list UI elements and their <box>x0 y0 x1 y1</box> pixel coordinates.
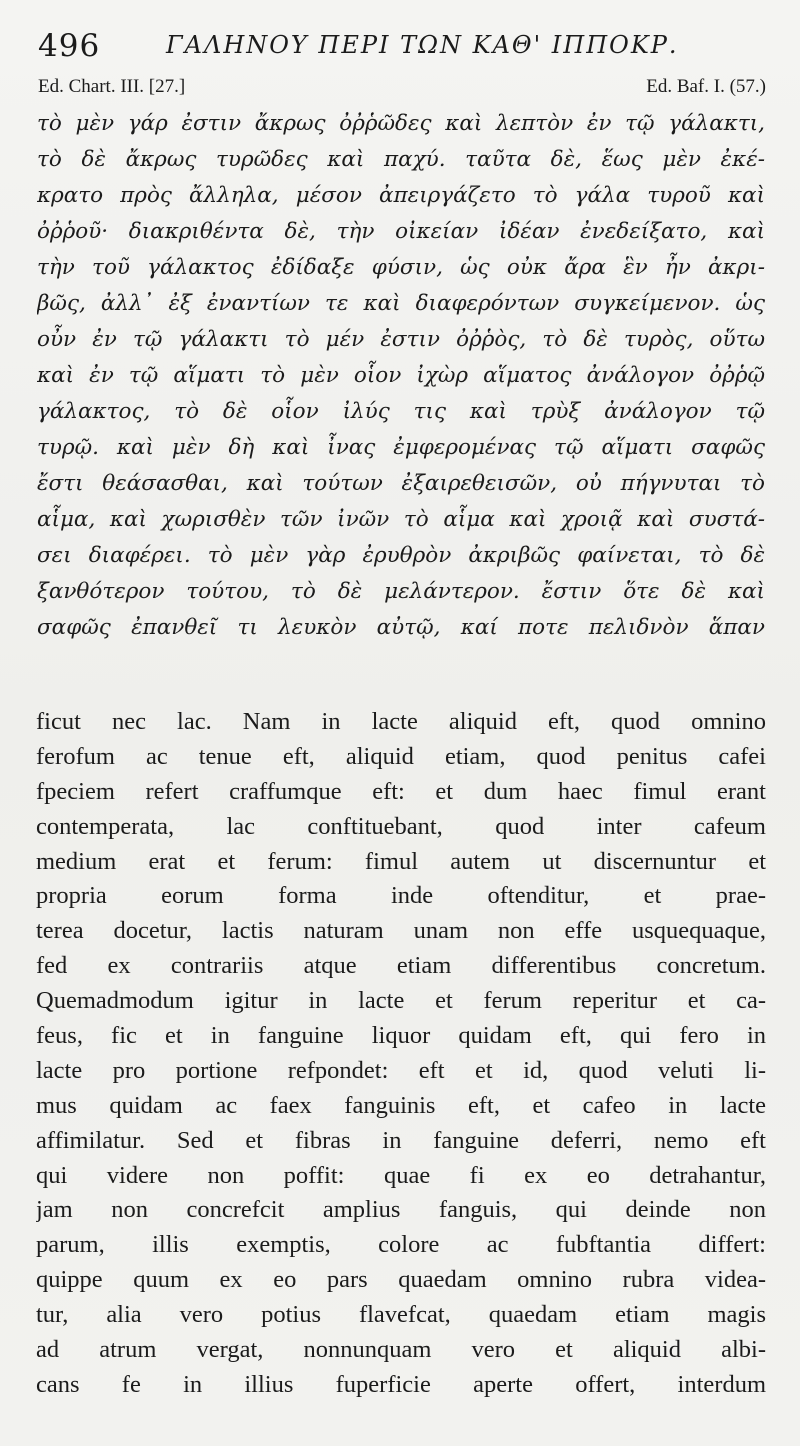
greek-line: οὖν ἐν τῷ γάλακτι τὸ μέν ἐστιν ὀῤῥὸς, τὸ δὲ τυρὸς, οὕτω <box>37 327 765 352</box>
greek-line: καὶ ἐν τῷ αἵματι τὸ μὲν οἷον ἰχὼρ αἵματος ἀνάλογον ὀῤῥῷ <box>37 363 765 388</box>
edition-chartier-ref: Ed. Chart. III. [27.] <box>38 76 186 97</box>
latin-line: ad atrum vergat, nonnunquam vero et aliquid albi- <box>36 1336 766 1364</box>
latin-line: fpeciem refert craffumque eft: et dum haec fimul erant <box>36 777 766 805</box>
greek-line: ἔστι θεάσασθαι, καὶ τούτων ἐξαιρεθεισῶν, οὐ πήγνυται τὸ <box>37 471 765 496</box>
greek-line: ξανθότερον τούτου, τὸ δὲ μελάντερον. ἔστιν ὅτε δὲ καὶ <box>37 579 765 604</box>
latin-line: affimilatur. Sed et fibras in fanguine deferri, nemo eft <box>36 1126 766 1154</box>
greek-line: τὴν τοῦ γάλακτος ἐδίδαξε φύσιν, ὡς οὐκ ἄρα ἓν ἦν ἀκρι- <box>37 255 765 280</box>
latin-line: ficut nec lac. Nam in lacte aliquid eft, quod omnino <box>36 708 766 735</box>
latin-line: medium erat et ferum: fimul autem ut discernuntur et <box>36 847 766 875</box>
running-title: ΓΑΛΗΝΟΥ ΠΕΡΙ ΤΩΝ ΚΑΘ' ΙΠΠΟΚΡ. <box>166 31 679 59</box>
latin-line: ferofum ac tenue eft, aliquid etiam, quod penitus cafei <box>36 742 766 770</box>
greek-line: σαφῶς ἐπανθεῖ τι λευκὸν αὐτῷ, καί ποτε πελιδνὸν ἅπαν <box>37 615 765 640</box>
edition-basel-ref: Ed. Baf. I. (57.) <box>646 76 766 97</box>
latin-line: terea docetur, lactis naturam unam non effe usquequaque, <box>36 917 766 945</box>
latin-line: fed ex contrariis atque etiam differentibus concretum. <box>36 952 766 980</box>
greek-line: κρατο πρὸς ἄλληλα, μέσον ἀπειργάζετο τὸ γάλα τυροῦ καὶ <box>37 183 765 208</box>
greek-line: γάλακτος, τὸ δὲ οἷον ἰλύς τις καὶ τρὺξ ἀνάλογον τῷ <box>37 399 765 424</box>
latin-line: tur, alia vero potius flavefcat, quaedam etiam magis <box>36 1301 766 1329</box>
latin-line: lacte pro portione refpondet: eft et id, quod veluti li- <box>36 1056 766 1084</box>
greek-text-block <box>37 106 765 646</box>
latin-text-block <box>36 705 766 1403</box>
greek-line: βῶς, ἀλλ᾽ ἐξ ἐναντίων τε καὶ διαφερόντων συγκείμενον. ὡς <box>37 291 765 316</box>
greek-line: αἷμα, καὶ χωρισθὲν τῶν ἰνῶν τὸ αἷμα καὶ χροιᾷ καὶ συστά- <box>37 507 765 532</box>
page-number: 496 <box>38 28 101 64</box>
latin-line: jam non concrefcit amplius fanguis, qui deinde non <box>36 1196 766 1224</box>
greek-line: τὸ μὲν γάρ ἐστιν ἄκρως ὀῤῥῶδες καὶ λεπτὸν ἐν τῷ γάλακτι, <box>37 111 765 136</box>
latin-line: qui videre non poffit: quae fi ex eo detrahantur, <box>36 1161 766 1189</box>
latin-line: cans fe in illius fuperficie aperte offert, interdum <box>36 1370 766 1398</box>
greek-line: ὀῤῥοῦ· διακριθέντα δὲ, τὴν οἰκείαν ἰδέαν ἐνεδείξατο, καὶ <box>37 219 765 244</box>
greek-line: τυρῷ. καὶ μὲν δὴ καὶ ἶνας ἐμφερομένας τῷ αἵματι σαφῶς <box>37 435 765 460</box>
latin-line: propria eorum forma inde oftenditur, et prae- <box>36 882 766 910</box>
greek-line: τὸ δὲ ἄκρως τυρῶδες καὶ παχύ. ταῦτα δὲ, ἕως μὲν ἐκέ- <box>37 147 765 172</box>
latin-line: parum, illis exemptis, colore ac fubftantia differt: <box>36 1231 766 1259</box>
edition-references <box>38 76 766 104</box>
latin-line: Quemadmodum igitur in lacte et ferum reperitur et ca- <box>36 987 766 1015</box>
latin-line: contemperata, lac conftituebant, quod inter cafeum <box>36 812 766 840</box>
latin-line: mus quidam ac faex fanguinis eft, et cafeo in lacte <box>36 1091 766 1119</box>
latin-line: feus, fic et in fanguine liquor quidam eft, qui fero in <box>36 1022 766 1050</box>
running-head <box>38 28 764 64</box>
latin-line: quippe quum ex eo pars quaedam omnino rubra videa- <box>36 1266 766 1294</box>
greek-line: σει διαφέρει. τὸ μὲν γὰρ ἐρυθρὸν ἀκριβῶς φαίνεται, τὸ δὲ <box>37 543 765 568</box>
